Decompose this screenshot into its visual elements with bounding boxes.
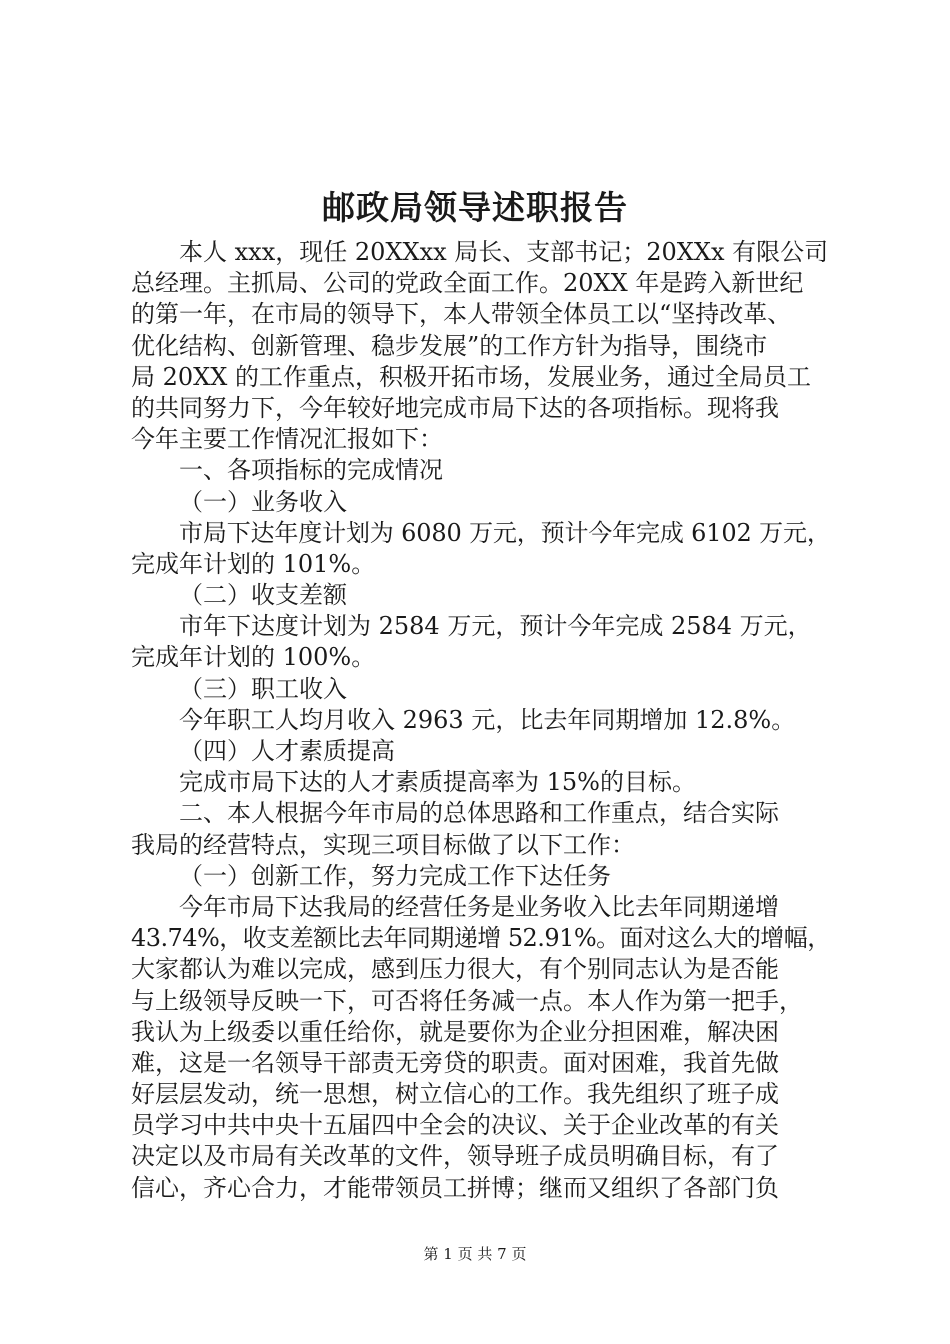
paragraph-line: 市年下达度计划为 2584 万元，预计今年完成 2584 万元， <box>179 612 812 641</box>
paragraph-line: 难，这是一名领导干部责无旁贷的职责。面对困难，我首先做 <box>131 1048 779 1077</box>
paragraph-line: 信心，齐心合力，才能带领员工拼博；继而又组织了各部门负 <box>131 1173 779 1202</box>
paragraph-line: 大家都认为难以完成，感到压力很大，有个别同志认为是否能 <box>131 955 779 984</box>
paragraph-line: 今年职工人均月收入 2963 元，比去年同期增加 12.8%。 <box>179 705 796 734</box>
paragraph-line: 一、各项指标的完成情况 <box>179 456 443 485</box>
paragraph-line: （四）人才素质提高 <box>179 737 395 765</box>
paragraph-line: 市局下达年度计划为 6080 万元，预计今年完成 6102 万元， <box>179 518 831 547</box>
paragraph-line: 的第一年，在市局的领导下，本人带领全体员工以“坚持改革、 <box>131 300 792 329</box>
paragraph-line: 二、本人根据今年市局的总体思路和工作重点，结合实际 <box>179 799 779 828</box>
paragraph-line: （一）业务收入 <box>179 487 347 516</box>
paragraph-line: 局 20XX 的工作重点，积极开拓市场，发展业务，通过全局员工 <box>131 362 811 391</box>
paragraph-line: 完成年计划的 100%。 <box>131 643 376 672</box>
document-title: 邮政局领导述职报告 <box>322 188 628 227</box>
document-body <box>131 237 831 1204</box>
paragraph-line: 我认为上级委以重任给你，就是要你为企业分担困难，解决困 <box>131 1017 779 1046</box>
paragraph-line: 我局的经营特点，实现三项目标做了以下工作： <box>131 830 635 859</box>
paragraph-line: 员学习中共中央十五届四中全会的决议、关于企业改革的有关 <box>131 1111 779 1140</box>
paragraph-line: 优化结构、创新管理、稳步发展”的工作方针为指导，围绕市 <box>131 331 768 360</box>
page-footer: 第 1 页 共 7 页 <box>423 1245 527 1263</box>
paragraph-line: 43.74%，收支差额比去年同期递增 52.91%。面对这么大的增幅， <box>131 924 831 953</box>
paragraph-line: 总经理。主抓局、公司的党政全面工作。20XX 年是跨入新世纪 <box>131 269 804 298</box>
paragraph-line: 决定以及市局有关改革的文件，领导班子成员明确目标，有了 <box>131 1142 779 1171</box>
paragraph-line: （三）职工收入 <box>179 674 347 703</box>
paragraph-line: 今年主要工作情况汇报如下： <box>131 425 443 454</box>
paragraph-line: （一）创新工作，努力完成工作下达任务 <box>179 861 611 890</box>
paragraph-line: 本人 xxx，现任 20XXxx 局长、支部书记；20XXx 有限公司 <box>179 238 829 266</box>
paragraph-line: 的共同努力下，今年较好地完成市局下达的各项指标。现将我 <box>131 393 779 422</box>
paragraph-line: 完成年计划的 101%。 <box>131 549 376 578</box>
paragraph-line: 今年市局下达我局的经营任务是业务收入比去年同期递增 <box>179 892 779 921</box>
paragraph-line: 完成市局下达的人才素质提高率为 15%的目标。 <box>179 768 696 797</box>
paragraph-line: 好层层发动，统一思想，树立信心的工作。我先组织了班子成 <box>131 1080 779 1109</box>
paragraph-line: （二）收支差额 <box>179 581 347 610</box>
paragraph-line: 与上级领导反映一下，可否将任务减一点。本人作为第一把手， <box>131 986 803 1015</box>
